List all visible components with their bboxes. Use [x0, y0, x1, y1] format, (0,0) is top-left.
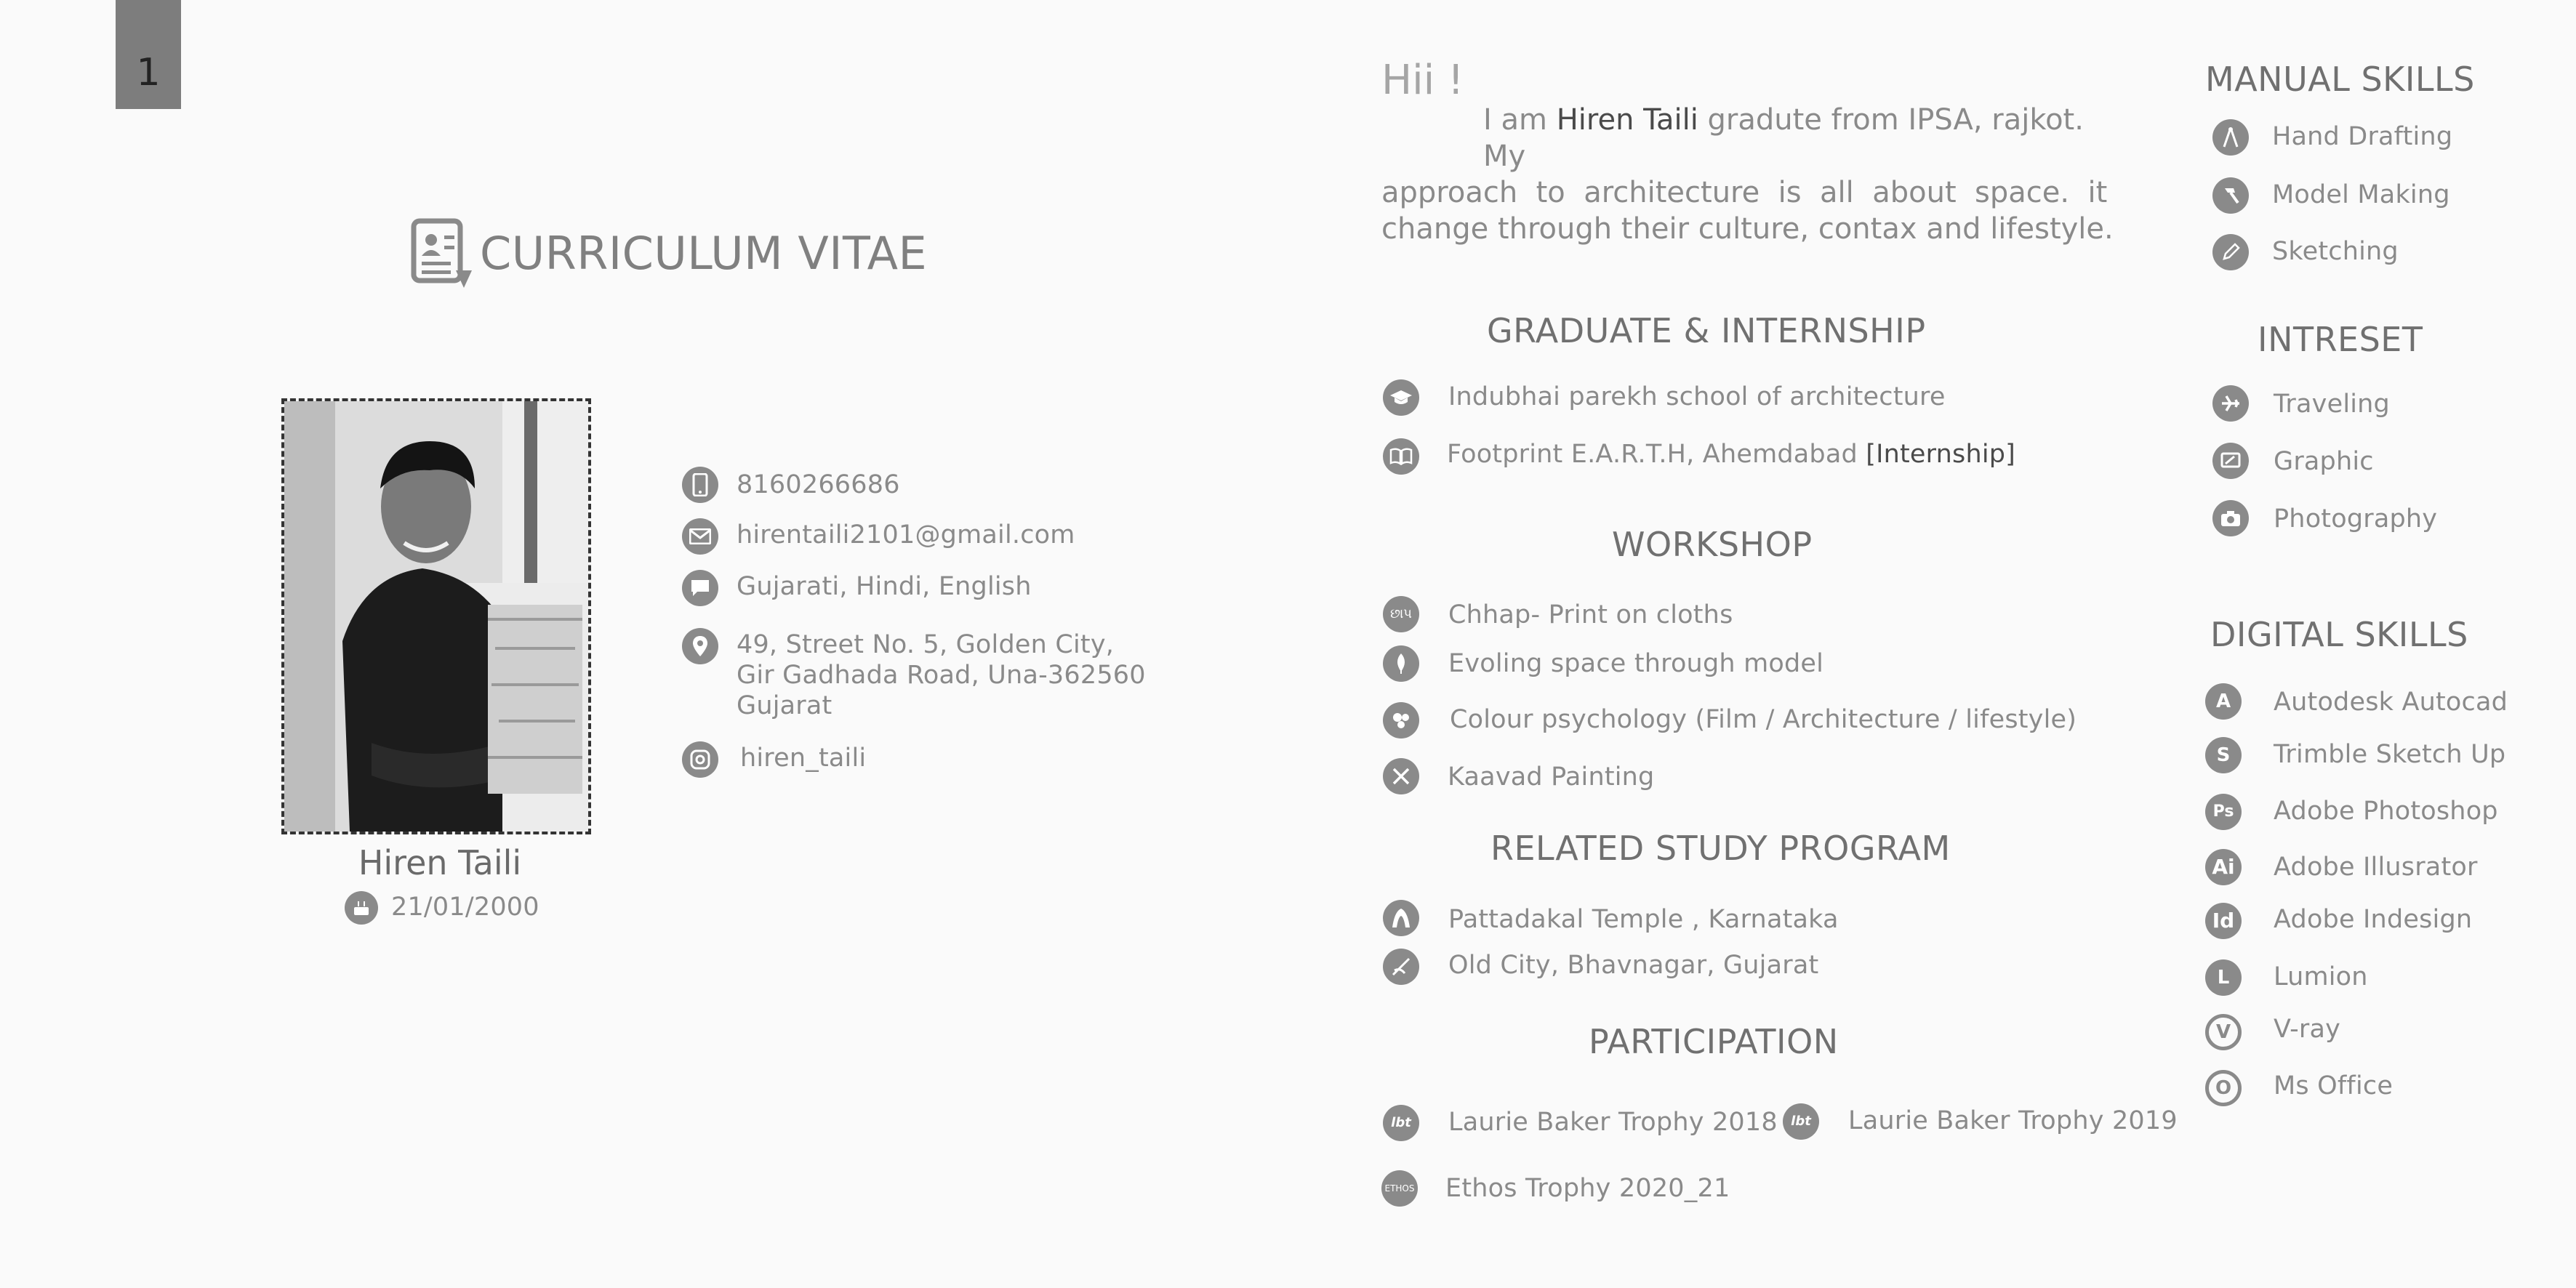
workshop-heading: WORKSHOP	[1612, 525, 1813, 564]
airplane-icon	[2212, 385, 2249, 422]
page-number-tab	[116, 0, 181, 109]
internship-tag: [Internship]	[1866, 440, 2016, 469]
sketchup-icon-label: S	[2216, 744, 2231, 766]
book-icon	[1383, 438, 1419, 475]
autocad-icon-label: A	[2215, 691, 2231, 712]
date-of-birth: 21/01/2000	[391, 893, 539, 922]
graduate-school: Indubhai parekh school of architecture	[1448, 382, 1946, 411]
vray-icon-label: V	[2215, 1021, 2231, 1043]
graphic-tablet-icon	[2212, 443, 2249, 479]
manual-skill-2: Model Making	[2272, 180, 2450, 209]
profile-photo	[281, 398, 591, 834]
digital-skill-8: Ms Office	[2274, 1071, 2394, 1100]
lumion-icon	[2205, 959, 2242, 996]
phone-icon	[682, 467, 718, 503]
leaf-icon	[1383, 645, 1419, 682]
digital-skills-heading: DIGITAL SKILLS	[2210, 615, 2468, 654]
study-item-1: Pattadakal Temple , Karnataka	[1448, 905, 1839, 934]
chat-bubble-icon	[682, 570, 718, 606]
drafting-compass-icon	[2212, 119, 2249, 156]
digital-skill-2: Trimble Sketch Up	[2274, 740, 2506, 769]
laurie-baker-trophy-icon-2	[1783, 1103, 1819, 1140]
page-number: 1	[136, 51, 161, 94]
participation-heading: PARTICIPATION	[1589, 1022, 1839, 1061]
address-line-2: Gir Gadhada Road, Una-362560	[737, 661, 1146, 690]
illustrator-icon-label: Ai	[2212, 855, 2235, 879]
cv-title: CURRICULUM VITAE	[480, 227, 928, 280]
lbt-icon-label-2: lbt	[1791, 1114, 1811, 1129]
digital-skill-1: Autodesk Autocad	[2274, 688, 2508, 717]
digital-skill-7: V-ray	[2274, 1015, 2341, 1044]
laurie-baker-trophy-icon	[1383, 1105, 1419, 1141]
ms-office-icon-label: O	[2215, 1077, 2232, 1099]
digital-skill-4: Adobe Illusrator	[2274, 853, 2478, 882]
workshop-item-3: Colour psychology (Film / Architecture / lifestyle)	[1450, 705, 2077, 734]
interest-item-3: Photography	[2274, 504, 2438, 534]
crossed-brush-icon	[1383, 758, 1419, 794]
ms-office-icon	[2205, 1070, 2242, 1106]
sketchup-icon	[2205, 737, 2242, 773]
photoshop-icon-label: Ps	[2212, 802, 2234, 821]
intro-name: Hiren Taili	[1556, 103, 1698, 137]
email-icon	[682, 518, 718, 555]
manual-skills-heading: MANUAL SKILLS	[2205, 60, 2475, 99]
intro-line1-pre: I am	[1483, 103, 1557, 137]
illustrator-icon	[2205, 849, 2242, 885]
digital-skill-6: Lumion	[2274, 962, 2368, 991]
ethos-trophy-icon	[1381, 1170, 1418, 1207]
birthday-cake-icon	[345, 891, 378, 925]
instagram-handle: hiren_taili	[740, 744, 867, 773]
address-line-1: 49, Street No. 5, Golden City,	[737, 630, 1115, 659]
cv-icon	[411, 218, 476, 291]
lumion-icon-label: L	[2217, 967, 2230, 989]
intro-line2: approach to architecture is all about space. it	[1381, 176, 2108, 209]
internship-place	[1447, 440, 2015, 469]
workshop-item-2: Evoling space through model	[1448, 649, 1824, 678]
digital-skill-3: Adobe Photoshop	[2274, 797, 2498, 826]
film-reel-icon	[1383, 702, 1419, 738]
address-line-3: Gujarat	[737, 691, 832, 720]
pencil-icon	[2212, 234, 2249, 270]
phone-number: 8160266686	[737, 470, 900, 499]
participation-item-3: Ethos Trophy 2020_21	[1445, 1174, 1730, 1203]
interest-item-2: Graphic	[2274, 447, 2374, 476]
study-heading: RELATED STUDY PROGRAM	[1490, 829, 1951, 868]
manual-skill-3: Sketching	[2272, 237, 2399, 266]
interest-heading: INTRESET	[2258, 320, 2423, 359]
intro-paragraph	[1381, 102, 2125, 247]
hammer-icon	[2212, 177, 2249, 214]
intro-line1-post: gradute from IPSA, rajkot. My	[1483, 103, 2084, 173]
chhap-print-icon	[1383, 596, 1419, 632]
workshop-item-4: Kaavad Painting	[1448, 762, 1655, 792]
intro-line3: change through their culture, contax and lifestyle.	[1381, 212, 2114, 246]
email-address: hirentaili2101@gmail.com	[737, 520, 1075, 550]
lbt-icon-label: lbt	[1391, 1115, 1411, 1130]
study-item-2: Old City, Bhavnagar, Gujarat	[1448, 951, 1819, 980]
instagram-icon	[682, 741, 718, 778]
camera-icon	[2212, 500, 2249, 536]
chhap-icon-label: છાપ	[1389, 606, 1412, 621]
autocad-icon	[2205, 683, 2242, 720]
languages: Gujarati, Hindi, English	[737, 572, 1032, 601]
old-city-icon	[1383, 949, 1419, 985]
participation-item-2: Laurie Baker Trophy 2019	[1848, 1106, 2178, 1135]
interest-item-1: Traveling	[2274, 390, 2390, 419]
internship-text: Footprint E.A.R.T.H, Ahemdabad	[1447, 440, 1866, 469]
temple-icon	[1383, 900, 1419, 936]
greeting: Hii !	[1381, 57, 1464, 104]
location-pin-icon	[682, 628, 718, 664]
indesign-icon	[2205, 903, 2242, 939]
workshop-item-1: Chhap- Print on cloths	[1448, 600, 1733, 629]
ethos-icon-label: ETHOS	[1384, 1183, 1415, 1194]
digital-skill-5: Adobe Indesign	[2274, 905, 2473, 934]
photoshop-icon	[2205, 794, 2242, 830]
participation-item-1: Laurie Baker Trophy 2018	[1448, 1108, 1778, 1137]
graduate-heading: GRADUATE & INTERNSHIP	[1487, 311, 1926, 350]
manual-skill-1: Hand Drafting	[2272, 122, 2453, 151]
indesign-icon-label: Id	[2212, 909, 2235, 933]
vray-icon	[2205, 1014, 2242, 1050]
graduation-cap-icon	[1383, 379, 1419, 416]
profile-name: Hiren Taili	[358, 843, 522, 882]
